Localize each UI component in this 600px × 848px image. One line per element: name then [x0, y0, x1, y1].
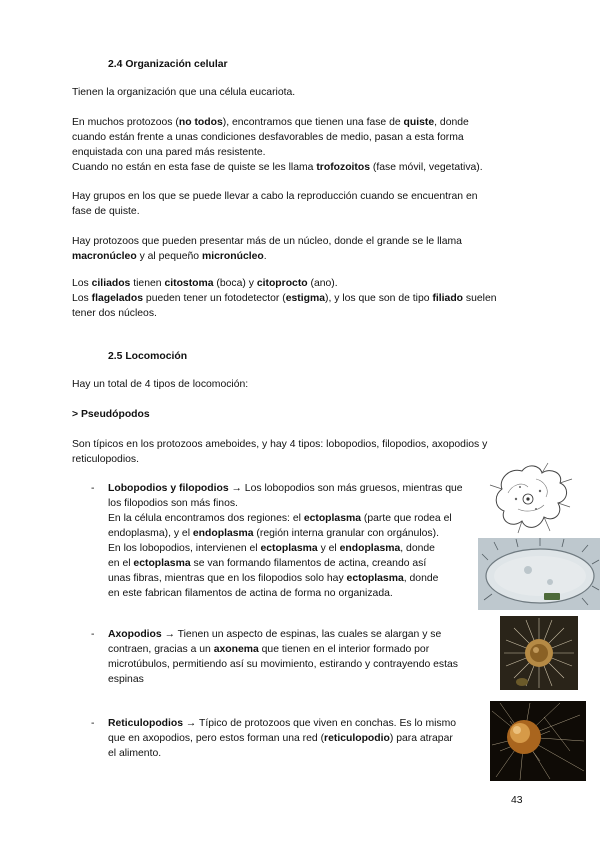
paragraph-tipos-locomocion: Hay un total de 4 tipos de locomoción: [72, 379, 249, 390]
text-line: el alimento. [108, 748, 162, 759]
section-heading-locomocion: 2.5 Locomoción [108, 351, 188, 362]
text-line: reticulopodios. [72, 454, 140, 465]
paragraph-reproduccion [72, 189, 478, 219]
text-line: en el ectoplasma se van formando filamentos de actina, creando así [108, 558, 427, 569]
text-line: Hay grupos en los que se puede llevar a cabo la reproducción cuando se encuentran en [72, 191, 478, 202]
text-line: Los flagelados pueden tener un fotodetector (estigma), y los que son de tipo filiado suelen [72, 293, 497, 304]
reticulopodia-micrograph-image [490, 701, 586, 781]
amoeba-drawing-image [488, 459, 574, 537]
cilia-micrograph-image [478, 538, 600, 610]
text-line: En la célula encontramos dos regiones: el ectoplasma (parte que rodea el [108, 513, 452, 524]
paragraph-ameboides [72, 437, 487, 467]
text-line: Lobopodios y filopodios → Los lobopodios son más gruesos, mientras que [108, 483, 463, 494]
text-line: contraen, gracias a un axonema que tienen en el interior formado por [108, 644, 430, 655]
text-line: que en axopodios, pero estos forman una red (reticulopodio) para atrapar [108, 733, 453, 744]
bullet-dash: - [91, 483, 95, 494]
text-line: endoplasma), y el endoplasma (región interna granular con orgánulos). [108, 528, 439, 539]
paragraph-quiste [72, 115, 483, 175]
paragraph-eucariota: Tienen la organización que una célula eucariota. [72, 87, 296, 98]
text-line: Reticulopodios → Típico de protozoos que viven en conchas. Es lo mismo [108, 718, 457, 729]
text-line: los filopodios son más finos. [108, 498, 238, 509]
list-item-reticulopodios [108, 716, 456, 761]
text-line: Los ciliados tienen citostoma (boca) y citoprocto (ano). [72, 278, 338, 289]
text-line: Cuando no están en esta fase de quiste se les llama trofozoitos (fase móvil, vegetativa). [72, 162, 483, 173]
text-line: macronúcleo y al pequeño micronúcleo. [72, 251, 267, 262]
text-line: En muchos protozoos (no todos), encontramos que tienen una fase de quiste, donde [72, 117, 469, 128]
list-item-axopodios [108, 627, 458, 687]
text-line: unas fibras, mientras que en los filopodios solo hay ectoplasma, donde [108, 573, 439, 584]
paragraph-nucleos [72, 234, 462, 264]
text-line: Axopodios → Tienen un aspecto de espinas, las cuales se alargan y se [108, 629, 442, 640]
paragraph-ciliados-flagelados [72, 276, 497, 321]
text-line: cuando están frente a unas condiciones desfavorables de medio, pasan a esta forma [72, 132, 464, 143]
list-item-lobopodios [108, 481, 463, 601]
axopodia-micrograph-image [500, 616, 578, 690]
bullet-dash: - [91, 718, 95, 729]
text-line: en este fabrican filamentos de actina de forma no organizada. [108, 588, 393, 599]
page-number: 43 [511, 795, 523, 806]
text-line: Son típicos en los protozoos ameboides, y hay 4 tipos: lobopodios, filopodios, axopodios y [72, 439, 488, 450]
text-line: En los lobopodios, intervienen el ectoplasma y el endoplasma, donde [108, 543, 435, 554]
bullet-dash: - [91, 629, 95, 640]
section-heading-organizacion: 2.4 Organización celular [108, 59, 228, 70]
text-line: espinas [108, 674, 144, 685]
text-line: tener dos núcleos. [72, 308, 157, 319]
text-line: enquistada con una pared más resistente. [72, 147, 266, 158]
text-line: Hay protozoos que pueden presentar más de un núcleo, donde el grande se le llama [72, 236, 462, 247]
text-line: fase de quiste. [72, 206, 140, 217]
text-line: microtúbulos, permitiendo así su movimiento, estirando y contrayendo estas [108, 659, 458, 670]
subheading-pseudopodos: > Pseudópodos [72, 409, 150, 420]
